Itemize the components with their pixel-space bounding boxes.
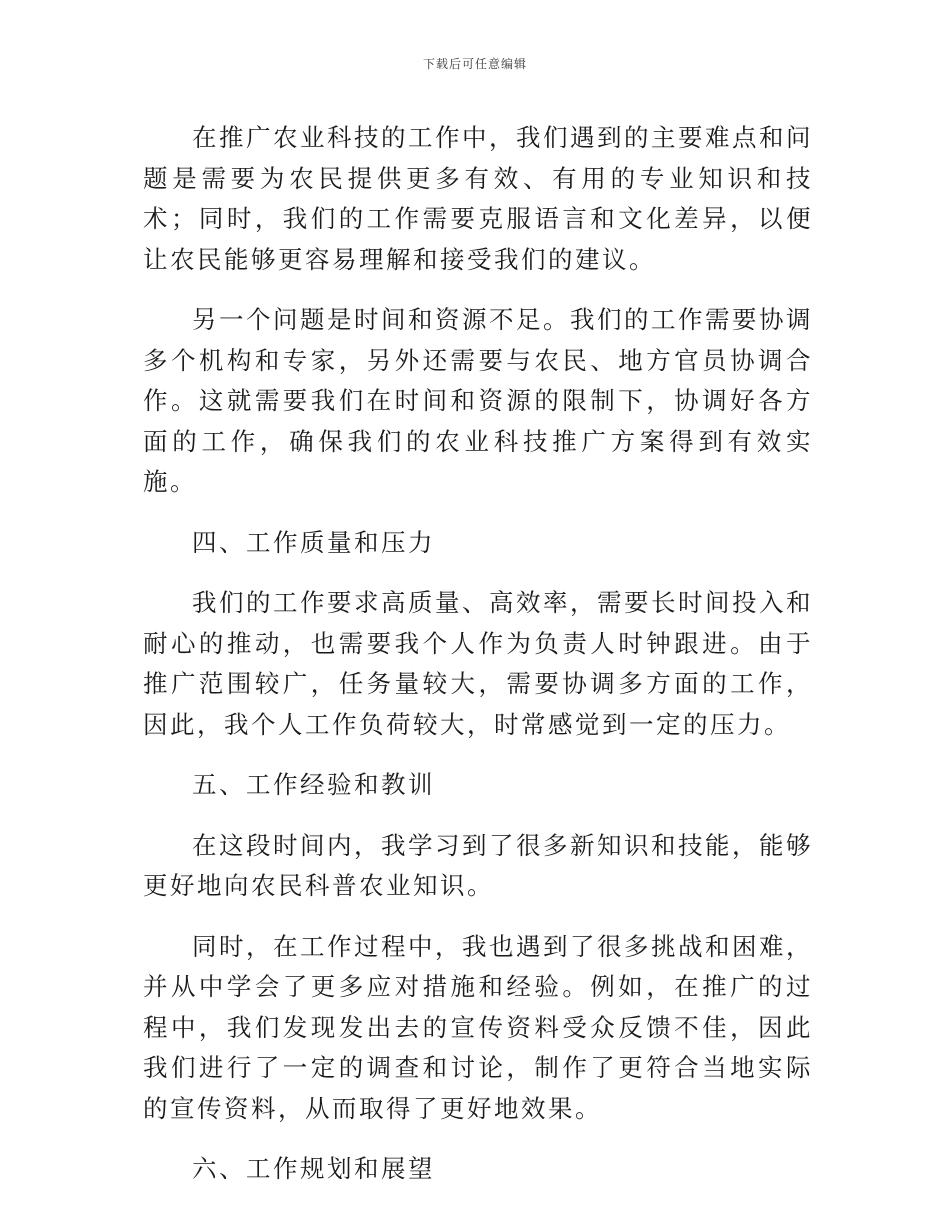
section-heading-planning: 六、工作规划和展望 (192, 1154, 435, 1183)
section-heading-quality-pressure: 四、工作质量和压力 (192, 527, 435, 557)
paragraph-challenges: 同时，在工作过程中，我也遇到了很多挑战和困难，并从中学会了更多应对措施和经验。例如，在推广的过程中，我们发现发出去的宣传资料受众反馈不佳，因此我们进行了一定的调查和讨论，制作了更符合当地实际的宣传资料，从而取得了更好地效果。 (143, 931, 813, 1123)
page-header: 下载后可任意编辑 (422, 57, 527, 71)
section-heading-experience: 五、工作经验和教训 (192, 770, 435, 799)
paragraph-difficulties: 在推广农业科技的工作中，我们遇到的主要难点和问题是需要为农民提供更多有效、有用的专业知识和技术；同时，我们的工作需要克服语言和文化差异，以便让农民能够更容易理解和接受我们的建议。 (143, 123, 813, 274)
paragraph-learning: 在这段时间内，我学习到了很多新知识和技能，能够更好地向农民科普农业知识。 (143, 830, 813, 900)
paragraph-resources: 另一个问题是时间和资源不足。我们的工作需要协调多个机构和专家，另外还需要与农民、地方官员协调合作。这就需要我们在时间和资源的限制下，协调好各方面的工作，确保我们的农业科技推广方案得到有效实施。 (143, 305, 813, 496)
paragraph-quality-pressure: 我们的工作要求高质量、高效率，需要长时间投入和耐心的推动，也需要我个人作为负责人时钟跟进。由于推广范围较广，任务量较大，需要协调多方面的工作，因此，我个人工作负荷较大，时常感觉到一定的压力。 (143, 588, 813, 739)
document-body (143, 118, 813, 1210)
